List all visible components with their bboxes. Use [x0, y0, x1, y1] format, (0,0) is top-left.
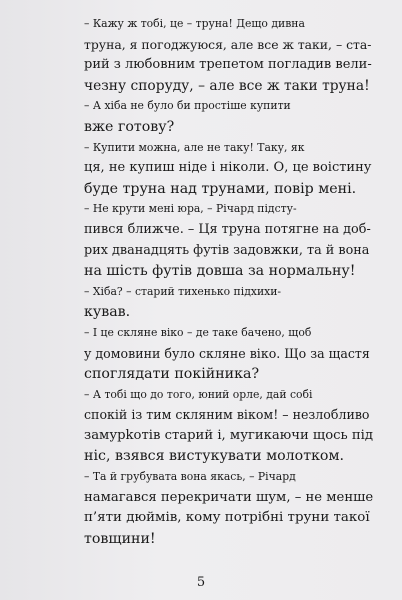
text-line: спокій із тим скляним віком! – незлобливо	[84, 407, 370, 423]
text-line: вже готову?	[84, 118, 175, 135]
page-text	[66, 14, 373, 549]
paragraph	[66, 323, 373, 385]
text-line: пився ближче. – Ця труна потягне на доб-	[84, 221, 371, 237]
text-line: рий з любовним трепетом погладив вели-	[84, 57, 372, 73]
text-line: – А хіба не було би простіше купити	[84, 99, 291, 113]
paragraph	[66, 385, 373, 467]
paragraph	[66, 467, 373, 549]
text-line: чезну споруду, – але все ж таки труна!	[84, 77, 370, 94]
text-line: ніс, взявся вистукувати молотком.	[84, 448, 345, 465]
text-line: – І це скляне віко – де таке бачено, щоб	[84, 325, 312, 339]
text-line: замурkотів старий і, мугикаючи щось під	[84, 427, 374, 443]
text-line: намагався перекричати шум, – не менше	[84, 489, 374, 505]
text-line: – Та й грубувата вона якась, – Річард	[84, 470, 296, 484]
text-line: – Купити можна, але не таку! Таку, як	[84, 140, 305, 154]
text-line: – Не крути мені юра, – Річард підсту-	[84, 202, 297, 216]
text-line: товщини!	[84, 530, 156, 547]
text-line: п’яти дюймів, кому потрібні труни такої	[84, 510, 370, 526]
paragraph	[66, 14, 373, 96]
text-line: труна, я погоджуюся, але все ж таки, – ста-	[84, 36, 372, 52]
text-line: буде труна над трунами, повір мені.	[84, 180, 357, 197]
text-line: у домовини було скляне віко. Що за щастя	[84, 345, 370, 361]
text-line: рих дванадцять футів задовжки, та й вона	[84, 242, 370, 258]
text-line: на шість футів довша за нормальну!	[84, 263, 356, 280]
paragraph	[66, 282, 373, 323]
text-line: ця, не купиш ніде і ніколи. О, це воістину	[84, 160, 372, 176]
text-line: – А тобі що до того, юний орле, дай собі	[84, 387, 313, 401]
text-line: споглядати покійника?	[84, 366, 260, 383]
text-line: кував.	[84, 304, 131, 321]
paragraph	[66, 96, 373, 137]
page-number: 5	[196, 575, 206, 590]
text-line: – Кажу ж тобі, це – труна! Дещо дивна	[84, 17, 305, 30]
text-line: – Хіба? – старий тихенько підхихи-	[84, 284, 282, 298]
paragraph	[66, 199, 373, 281]
paragraph	[66, 138, 373, 200]
